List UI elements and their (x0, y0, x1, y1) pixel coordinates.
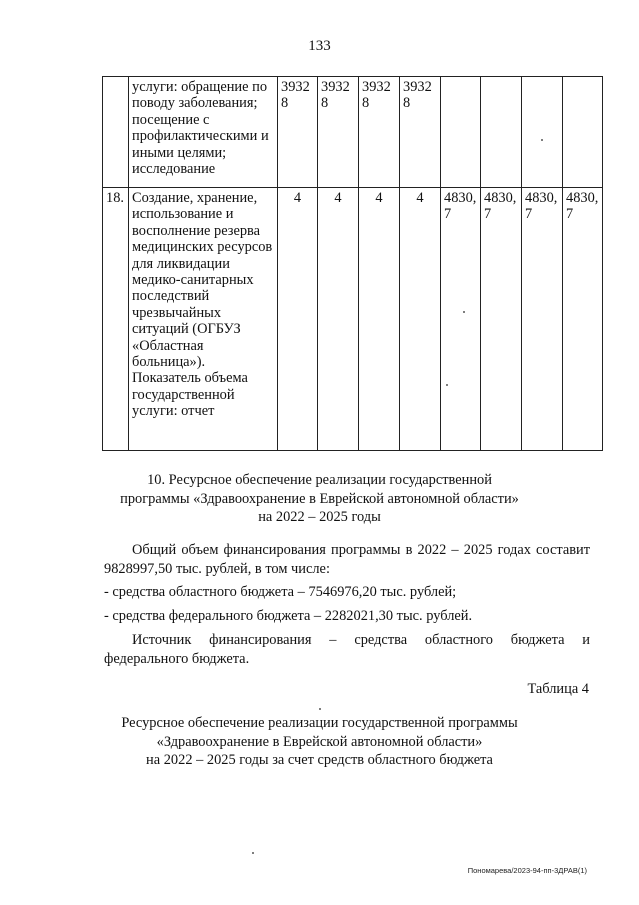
row-value: 4830, 7 (563, 188, 603, 451)
row-value: 3932 8 (359, 77, 400, 188)
row-value: 4830, 7 (522, 188, 563, 451)
federal-budget-line: - средства федерального бюджета – 2282021,30 тыс. рублей. (104, 608, 473, 624)
table-row (103, 77, 603, 188)
row-value: 4 (359, 188, 400, 451)
table4-title-line: «Здравоохранение в Еврейской автономной области» (156, 733, 483, 750)
row-value: 3932 8 (400, 77, 441, 188)
row-description: услуги: обращение по поводу заболевания; посещение с профилактическими и иными целями; исследование (129, 77, 278, 188)
row-value: 4 (278, 188, 318, 451)
scan-speck (541, 139, 543, 141)
footer-code: Пономарева/2023-94-пп-3ДРАВ(1) (467, 866, 587, 875)
table4-title (0, 714, 639, 770)
row-value (563, 77, 603, 188)
row-number (103, 77, 129, 188)
table-row (103, 188, 603, 451)
row-description: Создание, хранение, использование и восполнение резерва медицинских ресурсов для ликвидации медико-санитарных последствий чрезвычайных ситуаций (ОГБУЗ «Областная больница»). Показатель объема государственной услуги: отчет (129, 188, 278, 451)
row-value: 4 (318, 188, 359, 451)
row-value: 4 (400, 188, 441, 451)
row-value (522, 77, 563, 188)
row-value (441, 77, 481, 188)
scan-speck (446, 384, 448, 386)
row-value (481, 77, 522, 188)
scan-speck (319, 708, 321, 710)
services-table (102, 76, 603, 451)
row-value: 3932 8 (278, 77, 318, 188)
row-value: 4830, 7 (441, 188, 481, 451)
table4-title-line: на 2022 – 2025 годы за счет средств областного бюджета (146, 752, 493, 768)
scan-speck (252, 852, 254, 854)
regional-budget-line: - средства областного бюджета – 7546976,20 тыс. рублей; (104, 584, 457, 600)
funding-source-line: федерального бюджета. (104, 651, 250, 667)
funding-total-paragraph: Общий объем финансирования программы в 2022 – 2025 годах составит 9828997,50 тыс. рублей, в том числе: (104, 542, 590, 577)
section-title-line: 10. Ресурсное обеспечение реализации государственной (147, 472, 492, 488)
section-title (0, 471, 639, 527)
section-title-line: на 2022 – 2025 годы (258, 509, 381, 525)
page-number: 133 (308, 38, 331, 54)
section-title-line: программы «Здравоохранение в Еврейской автономной области» (120, 490, 519, 507)
row-value: 4830, 7 (481, 188, 522, 451)
funding-source-line: Источник финансирования – средства областного бюджета и (132, 632, 590, 648)
table4-title-line: Ресурсное обеспечение реализации государственной программы (121, 715, 518, 731)
row-number: 18. (103, 188, 129, 451)
scan-speck (463, 311, 465, 313)
table-label: Таблица 4 (527, 681, 589, 697)
row-value: 3932 8 (318, 77, 359, 188)
